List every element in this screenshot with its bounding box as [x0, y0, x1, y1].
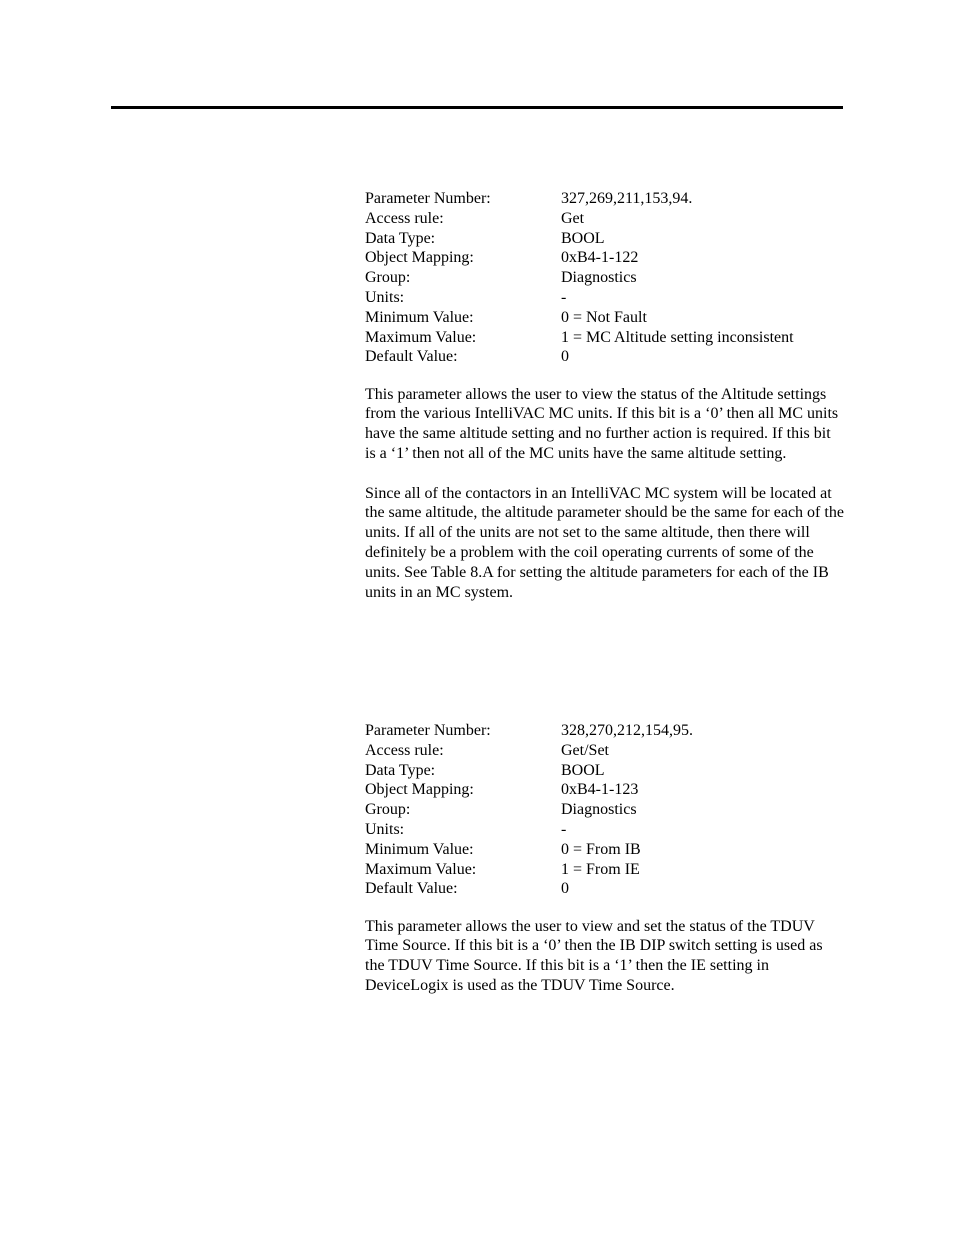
param-value: Diagnostics [561, 801, 637, 819]
description-paragraph: This parameter allows the user to view and set the status of the TDUV Time Source. If this bit is a ‘0’ then the IB DIP switch setting is used as the TDUV Time Source. If this bit is a ‘1’ then the IE setting in DeviceLogix is used as the TDUV Time Source. [365, 917, 823, 995]
param-label: Default Value: [365, 880, 458, 898]
param-label: Object Mapping: [365, 249, 474, 267]
parameter-section-tduv-time-source [365, 721, 845, 996]
param-label: Access rule: [365, 209, 444, 227]
param-value: 0 = Not Fault [561, 308, 647, 326]
header-rule [111, 106, 843, 109]
param-value: 0xB4-1-122 [561, 249, 639, 267]
description-paragraph: This parameter allows the user to view the status of the Altitude settings from the various IntelliVAC MC units. If this bit is a ‘0’ then all MC units have the same altitude setting and no further action is required. If this bit is a ‘1’ then not all of the MC units have the same altitude setting. [365, 385, 839, 463]
param-row-access-rule [365, 209, 845, 229]
param-label: Default Value: [365, 348, 458, 366]
param-label: Parameter Number: [365, 190, 491, 207]
param-row-access-rule [365, 741, 845, 761]
param-row-data-type [365, 229, 845, 249]
param-value: - [561, 288, 567, 306]
param-value: 1 = From IE [561, 860, 640, 878]
param-label: Units: [365, 820, 405, 838]
param-row-object-mapping [365, 248, 845, 268]
param-row-object-mapping [365, 780, 845, 800]
param-label: Units: [365, 288, 405, 306]
param-label: Maximum Value: [365, 860, 477, 878]
param-row-default-value [365, 879, 845, 899]
param-row-group [365, 268, 845, 288]
parameter-section-altitude [365, 189, 845, 602]
param-value: 0 [561, 348, 569, 366]
param-row-minimum-value [365, 840, 845, 860]
param-row-group [365, 800, 845, 820]
param-label: Minimum Value: [365, 308, 474, 326]
param-label: Group: [365, 269, 411, 287]
param-label: Object Mapping: [365, 781, 474, 799]
param-row-maximum-value [365, 328, 845, 348]
param-label: Data Type: [365, 229, 436, 247]
param-row-data-type [365, 761, 845, 781]
param-value: 0xB4-1-123 [561, 781, 639, 799]
param-label: Parameter Number: [365, 722, 491, 739]
param-label: Minimum Value: [365, 840, 474, 858]
param-row-default-value [365, 347, 845, 367]
param-value: Get/Set [561, 741, 609, 759]
param-label: Maximum Value: [365, 328, 477, 346]
param-row-number [365, 189, 845, 209]
param-value: Diagnostics [561, 269, 637, 287]
param-label: Data Type: [365, 761, 436, 779]
param-value: 1 = MC Altitude setting inconsistent [561, 328, 794, 346]
param-value: 328,270,212,154,95. [561, 722, 693, 739]
param-row-units [365, 288, 845, 308]
param-row-units [365, 820, 845, 840]
param-value: 0 = From IB [561, 840, 641, 858]
param-value: 0 [561, 880, 569, 898]
param-value: BOOL [561, 229, 605, 247]
param-value: - [561, 820, 567, 838]
param-row-minimum-value [365, 308, 845, 328]
param-value: Get [561, 209, 585, 227]
param-row-number [365, 721, 845, 741]
param-value: BOOL [561, 761, 605, 779]
param-label: Group: [365, 801, 411, 819]
param-label: Access rule: [365, 741, 444, 759]
param-row-maximum-value [365, 860, 845, 880]
param-value: 327,269,211,153,94. [561, 190, 693, 207]
parameter-table [365, 721, 845, 899]
description-paragraph: Since all of the contactors in an IntelliVAC MC system will be located at the same altitude, the altitude parameter should be the same for each of the units. If all of the units are not set to the same altitude, then there will definitely be a problem with the coil operating currents of some of the units. See Table 8.A for setting the altitude parameters for each of the IB units in an MC system. [365, 484, 844, 601]
parameter-table [365, 189, 845, 367]
